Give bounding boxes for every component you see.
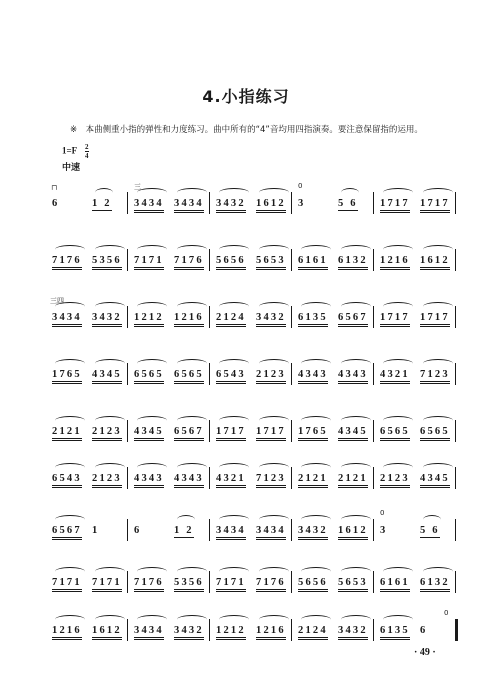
slur-mark [219,302,249,311]
slur-mark [383,416,413,425]
score-row [48,414,458,442]
key-label: 1=F [62,145,77,156]
note-group: 1612 [256,198,286,213]
slur-mark [137,359,167,368]
slur-mark [219,567,249,576]
slur-mark [259,515,289,524]
note-group: 7176 [52,255,82,270]
slur-mark [219,615,249,624]
slur-mark [341,359,371,368]
note-group: 2124 [298,625,328,640]
bar-line [209,249,210,271]
note-group: 3 [380,525,388,536]
bar-line [127,467,128,489]
slur-mark [95,567,125,576]
note-group: 3432 [298,525,328,540]
bar-line [373,571,374,593]
note-group: 6132 [338,255,368,270]
note-group: 5653 [256,255,286,270]
bar-line [291,519,292,541]
slur-mark [137,615,167,624]
slur-mark [95,188,113,197]
note-group: 2121 [52,426,82,441]
bar-line [127,571,128,593]
bar-line [209,192,210,214]
bar-line [455,619,458,641]
slur-mark [177,302,207,311]
bar-line [291,363,292,385]
note-group: 3432 [256,312,286,327]
note-group: 5656 [216,255,246,270]
slur-mark [423,416,453,425]
slur-mark [301,302,331,311]
note-group: 7176 [256,577,286,592]
bar-line [291,192,292,214]
note-group: 3434 [52,312,82,327]
bar-line [373,420,374,442]
score-row [48,182,458,214]
bar-line [291,571,292,593]
slur-mark [95,359,125,368]
bar-line [209,467,210,489]
bar-line [455,467,456,489]
note-group: 1 2 [92,198,112,209]
note-group: 1717 [420,312,450,327]
slur-mark [383,245,413,254]
note-group: 2121 [338,473,368,488]
slur-mark [301,245,331,254]
page-title: 4.小指练习 [202,87,290,106]
note-group: 3 [298,198,306,209]
slur-mark [177,515,195,524]
bar-line [455,249,456,271]
note-group: 6565 [420,426,450,441]
time-signature [85,143,89,160]
slur-mark [301,567,331,576]
score-row [48,565,458,593]
slur-mark [301,615,331,624]
note-group: 7123 [256,473,286,488]
tempo-marking: 中速 [62,163,81,173]
finger-three-mark: 三 [134,183,141,191]
open-string-mark: 0 [298,182,303,190]
score-row [48,509,458,541]
score-row [48,609,458,641]
bar-line [127,420,128,442]
note-group: 1216 [52,625,82,640]
slur-mark [55,245,85,254]
slur-mark [383,302,413,311]
note-group: 7171 [134,255,164,270]
slur-mark [177,567,207,576]
bar-line [209,306,210,328]
slur-mark [177,463,207,472]
note-group: 5653 [338,577,368,592]
bar-line [373,519,374,541]
note-group: 6135 [298,312,328,327]
note-group: 6161 [380,577,410,592]
note-group: 6 [52,198,60,209]
slur-mark [341,463,371,472]
slur-mark [137,302,167,311]
bar-line [209,519,210,541]
slur-mark [341,615,371,624]
fingering-bracket-mark: ┌┐ [50,182,59,190]
bar-line [455,571,456,593]
note-group: 1765 [298,426,328,441]
bar-line [291,306,292,328]
note-group: 6567 [52,525,82,540]
score-row [48,461,458,489]
slur-mark [55,359,85,368]
slur-mark [177,359,207,368]
note-group: 1612 [338,525,368,540]
slur-mark [219,463,249,472]
finger-three-four-mark: 三四 [50,297,64,305]
slur-mark [259,245,289,254]
note-group: 1212 [134,312,164,327]
note-group: 1212 [216,625,246,640]
note-group: 2124 [216,312,246,327]
slur-mark [423,463,453,472]
slur-mark [55,463,85,472]
note-group: 1612 [420,255,450,270]
slur-mark [55,567,85,576]
note-group: 3434 [134,625,164,640]
bar-line [373,306,374,328]
slur-mark [423,359,453,368]
slur-mark [137,245,167,254]
bar-line [373,192,374,214]
slur-mark [137,463,167,472]
note-group: 4343 [338,369,368,384]
note-group: 6543 [216,369,246,384]
note-group: 2123 [380,473,410,488]
note-group: 5656 [298,577,328,592]
bar-line [127,192,128,214]
slur-mark [177,188,207,197]
slur-mark [95,615,125,624]
note-group: 3434 [174,198,204,213]
slur-mark [259,416,289,425]
slur-mark [177,615,207,624]
note-group: 3434 [134,198,164,213]
slur-mark [341,416,371,425]
slur-mark [301,359,331,368]
slur-mark [55,615,85,624]
bar-line [209,619,210,641]
note-group: 2123 [92,473,122,488]
note-group: 7171 [52,577,82,592]
slur-mark [259,567,289,576]
slur-mark [219,416,249,425]
key-signature [62,143,89,160]
bar-line [373,467,374,489]
note-group: 6135 [380,625,410,640]
slur-mark [341,567,371,576]
slur-mark [383,359,413,368]
slur-mark [137,567,167,576]
note-group: 1717 [380,312,410,327]
note-group: 1717 [256,426,286,441]
note-group: 4343 [174,473,204,488]
bar-line [209,363,210,385]
note-group: 2121 [298,473,328,488]
bar-line [455,519,456,541]
time-sig-bottom: 4 [85,152,89,160]
note-group: 6565 [174,369,204,384]
note-group: 1216 [380,255,410,270]
slur-mark [423,245,453,254]
note-group: 4345 [420,473,450,488]
slur-mark [301,515,331,524]
slur-mark [95,463,125,472]
note-group: 1717 [216,426,246,441]
page-number: · 49 · [414,647,436,658]
note-group: 1 2 [174,525,194,536]
note-group: 1765 [52,369,82,384]
bar-line [291,467,292,489]
note-group: 4345 [92,369,122,384]
open-string-mark: 0 [380,509,385,517]
slur-mark [259,302,289,311]
bar-line [127,519,128,541]
bar-line [291,420,292,442]
note-group: 5356 [92,255,122,270]
slur-mark [55,416,85,425]
note-group: 1216 [256,625,286,640]
bar-line [373,619,374,641]
bar-line [455,192,456,214]
score-row [48,357,458,385]
bar-line [373,363,374,385]
note-group: 5 6 [338,198,358,209]
bar-line [291,249,292,271]
slur-mark [95,302,125,311]
note-group: 4345 [134,426,164,441]
note-group: 4343 [134,473,164,488]
slur-mark [341,245,371,254]
note-group: 3434 [216,525,246,540]
note-group: 5356 [174,577,204,592]
note-group: 4321 [380,369,410,384]
note-group: 1216 [174,312,204,327]
slur-mark [383,615,413,624]
bar-line [455,306,456,328]
note-group: 6565 [380,426,410,441]
slur-mark [219,515,249,524]
instruction-note: ※ 本曲侧重小指的弹性和力度练习。曲中所有的“4”音均用四指演奏。要注意保留指的运用。 [70,125,423,135]
slur-mark [137,416,167,425]
slur-mark [383,567,413,576]
bar-line [373,249,374,271]
note-group: 3432 [174,625,204,640]
score-row [48,243,458,271]
bar-line [127,363,128,385]
note-group: 3434 [256,525,286,540]
slur-mark [341,188,359,197]
note-group: 4321 [216,473,246,488]
slur-mark [301,416,331,425]
note-group: 3432 [92,312,122,327]
slur-mark [423,515,441,524]
note-group: 1612 [92,625,122,640]
note-group: 4345 [338,426,368,441]
note-group: 1717 [380,198,410,213]
note-group: 2123 [92,426,122,441]
slur-mark [423,567,453,576]
slur-mark [177,245,207,254]
time-sig-top: 2 [85,143,89,151]
bar-line [209,420,210,442]
score-row [48,297,458,328]
slur-mark [219,359,249,368]
slur-mark [423,302,453,311]
slur-mark [55,515,85,524]
slur-mark [341,515,371,524]
bar-line [127,619,128,641]
slur-mark [383,188,413,197]
note-group: 1717 [420,198,450,213]
note-group: 7171 [92,577,122,592]
note-group: 2123 [256,369,286,384]
note-group: 6565 [134,369,164,384]
note-group: 6161 [298,255,328,270]
note-group: 7176 [174,255,204,270]
note-group: 3432 [338,625,368,640]
slur-mark [259,463,289,472]
slur-mark [259,188,289,197]
note-group: 3432 [216,198,246,213]
slur-mark [177,416,207,425]
note-group: 7171 [216,577,246,592]
slur-mark [95,245,125,254]
note-group: 5 6 [420,525,440,536]
slur-mark [341,302,371,311]
slur-mark [259,359,289,368]
note-group: 7176 [134,577,164,592]
note-group: 6543 [52,473,82,488]
slur-mark [383,463,413,472]
slur-mark [95,416,125,425]
bar-line [127,249,128,271]
note-group: 6 [420,625,428,636]
note-group: 6567 [174,426,204,441]
bar-line [209,571,210,593]
slur-mark [137,188,167,197]
note-group: 6567 [338,312,368,327]
slur-mark [301,463,331,472]
open-string-mark: 0 [444,609,449,617]
slur-mark [219,188,249,197]
note-group: 6 [134,525,142,536]
note-group: 4343 [298,369,328,384]
bar-line [127,306,128,328]
note-group: 6132 [420,577,450,592]
bar-line [291,619,292,641]
slur-mark [219,245,249,254]
note-group: 7123 [420,369,450,384]
slur-mark [259,615,289,624]
note-group: 1 [92,525,100,536]
slur-mark [423,188,453,197]
bar-line [455,420,456,442]
bar-line [455,363,456,385]
